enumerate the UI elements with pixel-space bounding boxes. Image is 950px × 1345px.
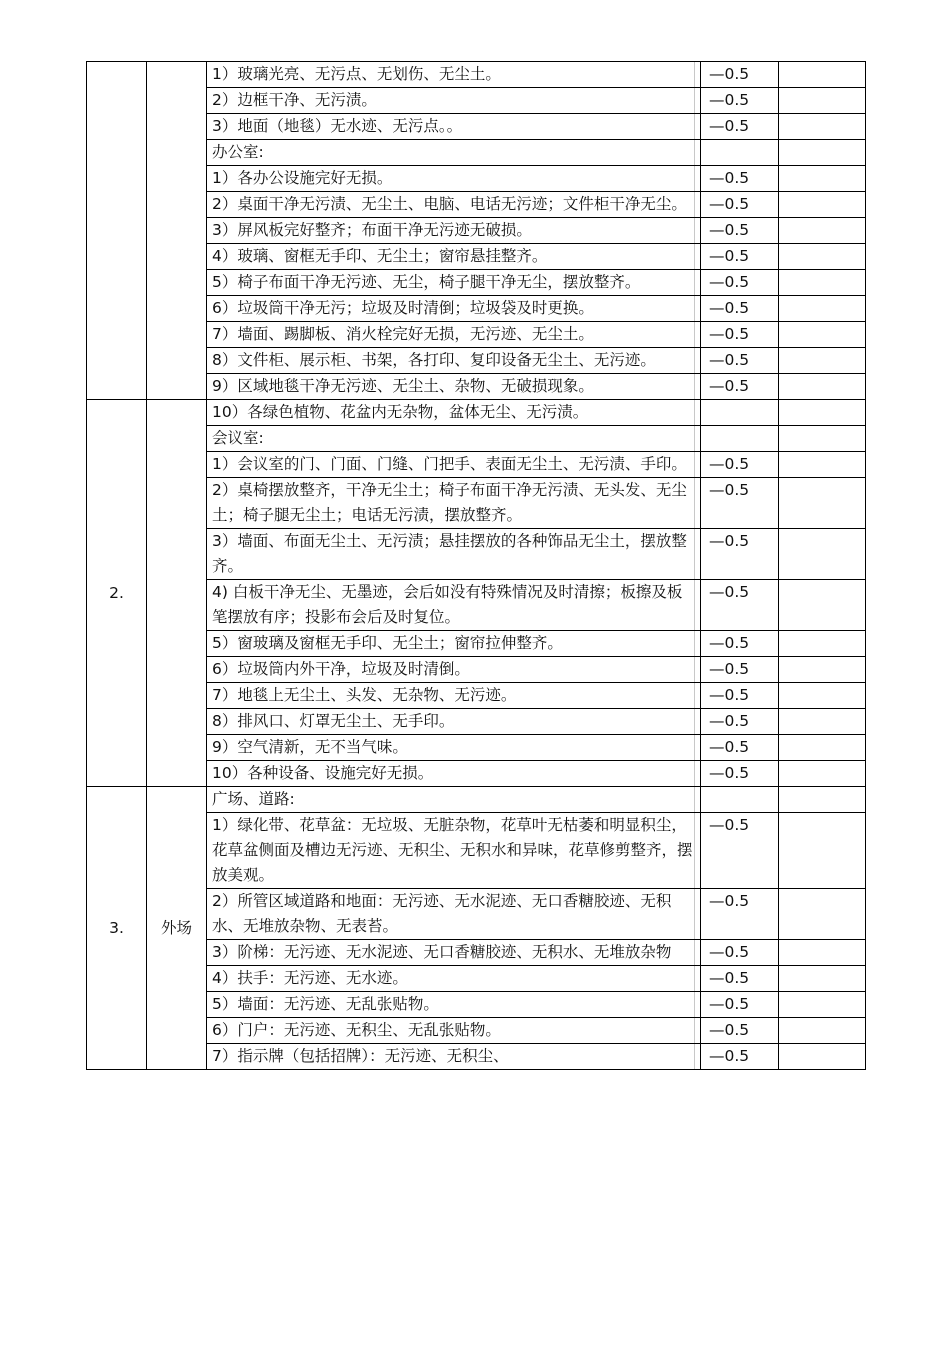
deduction-value: —0.5 (701, 735, 779, 761)
deduction-value: —0.5 (701, 631, 779, 657)
score-cell (779, 166, 866, 192)
inspection-table-body (87, 62, 866, 1070)
standard-item-text: 2）桌面干净无污渍、无尘土、电脑、电话无污迹；文件柜干净无尘。 (207, 192, 701, 218)
standard-item-text: 10）各种设备、设施完好无损。 (207, 761, 701, 787)
score-cell (779, 683, 866, 709)
standard-item-text: 1）各办公设施完好无损。 (207, 166, 701, 192)
deduction-value: —0.5 (701, 529, 779, 580)
deduction-value: —0.5 (701, 452, 779, 478)
score-cell (779, 374, 866, 400)
score-cell (779, 270, 866, 296)
deduction-value: —0.5 (701, 244, 779, 270)
section-number (87, 62, 147, 400)
standard-item-text: 4) 白板干净无尘、无墨迹，会后如没有特殊情况及时清擦；板擦及板笔摆放有序；投影布会后及时复位。 (207, 580, 701, 631)
standard-item-text: 2）桌椅摆放整齐，干净无尘土；椅子布面干净无污渍、无头发、无尘土；椅子腿无尘土；电话无污渍，摆放整齐。 (207, 478, 701, 529)
standard-item-text: 8）文件柜、展示柜、书架，各打印、复印设备无尘土、无污迹。 (207, 348, 701, 374)
deduction-value: —0.5 (701, 322, 779, 348)
score-cell (779, 1044, 866, 1070)
standard-item-text: 1）绿化带、花草盆：无垃圾、无脏杂物，花草叶无枯萎和明显积尘，花草盆侧面及槽边无污迹、无积尘、无积水和异味，花草修剪整齐，摆放美观。 (207, 813, 701, 889)
standard-item-text: 7）墙面、踢脚板、消火栓完好无损，无污迹、无尘土。 (207, 322, 701, 348)
standard-item-text: 5）墙面：无污迹、无乱张贴物。 (207, 992, 701, 1018)
standard-item-text: 6）垃圾筒内外干净，垃圾及时清倒。 (207, 657, 701, 683)
standard-item-text: 4）玻璃、窗框无手印、无尘土；窗帘悬挂整齐。 (207, 244, 701, 270)
score-cell (779, 192, 866, 218)
standard-item-text: 10）各绿色植物、花盆内无杂物，盆体无尘、无污渍。 (207, 400, 701, 426)
deduction-value: —0.5 (701, 270, 779, 296)
deduction-value: —0.5 (701, 62, 779, 88)
score-cell (779, 966, 866, 992)
score-cell (779, 787, 866, 813)
score-cell (779, 889, 866, 940)
score-cell (779, 761, 866, 787)
deduction-value: —0.5 (701, 940, 779, 966)
deduction-value (701, 426, 779, 452)
standard-item-text: 2）边框干净、无污渍。 (207, 88, 701, 114)
deduction-value: —0.5 (701, 166, 779, 192)
score-cell (779, 348, 866, 374)
standard-item-text: 3）阶梯：无污迹、无水泥迹、无口香糖胶迹、无积水、无堆放杂物 (207, 940, 701, 966)
standard-item-text: 9）区域地毯干净无污迹、无尘土、杂物、无破损现象。 (207, 374, 701, 400)
score-cell (779, 529, 866, 580)
standard-item-text: 1）玻璃光亮、无污点、无划伤、无尘土。 (207, 62, 701, 88)
standard-item-text: 8）排风口、灯罩无尘土、无手印。 (207, 709, 701, 735)
deduction-value: —0.5 (701, 114, 779, 140)
section-area (147, 62, 207, 400)
deduction-value: —0.5 (701, 478, 779, 529)
score-cell (779, 657, 866, 683)
deduction-value: —0.5 (701, 88, 779, 114)
score-cell (779, 735, 866, 761)
section-number: 2. (87, 400, 147, 787)
score-cell (779, 114, 866, 140)
deduction-value: —0.5 (701, 348, 779, 374)
deduction-value: —0.5 (701, 683, 779, 709)
standard-item-text: 3）地面（地毯）无水迹、无污点。。 (207, 114, 701, 140)
deduction-value (701, 140, 779, 166)
deduction-value: —0.5 (701, 374, 779, 400)
standard-item-text: 9）空气清新，无不当气味。 (207, 735, 701, 761)
table-row (87, 787, 866, 813)
standard-item-text: 3）墙面、布面无尘土、无污渍；悬挂摆放的各种饰品无尘土，摆放整齐。 (207, 529, 701, 580)
inspection-table (86, 61, 866, 1070)
score-cell (779, 62, 866, 88)
score-cell (779, 296, 866, 322)
score-cell (779, 813, 866, 889)
deduction-value: —0.5 (701, 296, 779, 322)
deduction-value: —0.5 (701, 709, 779, 735)
deduction-value (701, 400, 779, 426)
table-row (87, 62, 866, 88)
score-cell (779, 709, 866, 735)
score-cell (779, 478, 866, 529)
score-cell (779, 631, 866, 657)
deduction-value: —0.5 (701, 992, 779, 1018)
standard-item-text: 6）垃圾筒干净无污；垃圾及时清倒；垃圾袋及时更换。 (207, 296, 701, 322)
score-cell (779, 244, 866, 270)
deduction-value: —0.5 (701, 218, 779, 244)
standard-item-text: 7）地毯上无尘土、头发、无杂物、无污迹。 (207, 683, 701, 709)
score-cell (779, 218, 866, 244)
deduction-value (701, 787, 779, 813)
score-cell (779, 140, 866, 166)
section-area (147, 400, 207, 787)
deduction-value: —0.5 (701, 966, 779, 992)
score-cell (779, 452, 866, 478)
deduction-value: —0.5 (701, 1044, 779, 1070)
score-cell (779, 1018, 866, 1044)
deduction-value: —0.5 (701, 761, 779, 787)
deduction-value: —0.5 (701, 192, 779, 218)
standard-item-text: 7）指示牌（包括招牌）：无污迹、无积尘、 (207, 1044, 701, 1070)
standard-item-text: 2）所管区域道路和地面：无污迹、无水泥迹、无口香糖胶迹、无积水、无堆放杂物、无表苔。 (207, 889, 701, 940)
standard-item-text: 办公室: (207, 140, 701, 166)
standard-item-text: 4）扶手：无污迹、无水迹。 (207, 966, 701, 992)
score-cell (779, 940, 866, 966)
score-cell (779, 992, 866, 1018)
deduction-value: —0.5 (701, 657, 779, 683)
standard-item-text: 3）屏风板完好整齐；布面干净无污迹无破损。 (207, 218, 701, 244)
deduction-value: —0.5 (701, 889, 779, 940)
score-cell (779, 580, 866, 631)
score-cell (779, 322, 866, 348)
section-number: 3. (87, 787, 147, 1070)
table-row (87, 400, 866, 426)
standard-item-text: 6）门户：无污迹、无积尘、无乱张贴物。 (207, 1018, 701, 1044)
standard-item-text: 5）椅子布面干净无污迹、无尘，椅子腿干净无尘，摆放整齐。 (207, 270, 701, 296)
deduction-value: —0.5 (701, 580, 779, 631)
score-cell (779, 426, 866, 452)
section-area: 外场 (147, 787, 207, 1070)
score-cell (779, 400, 866, 426)
standard-item-text: 会议室: (207, 426, 701, 452)
deduction-value: —0.5 (701, 813, 779, 889)
score-cell (779, 88, 866, 114)
standard-item-text: 5）窗玻璃及窗框无手印、无尘土；窗帘拉伸整齐。 (207, 631, 701, 657)
deduction-value: —0.5 (701, 1018, 779, 1044)
standard-item-text: 1）会议室的门、门面、门缝、门把手、表面无尘土、无污渍、手印。 (207, 452, 701, 478)
standard-item-text: 广场、道路: (207, 787, 701, 813)
